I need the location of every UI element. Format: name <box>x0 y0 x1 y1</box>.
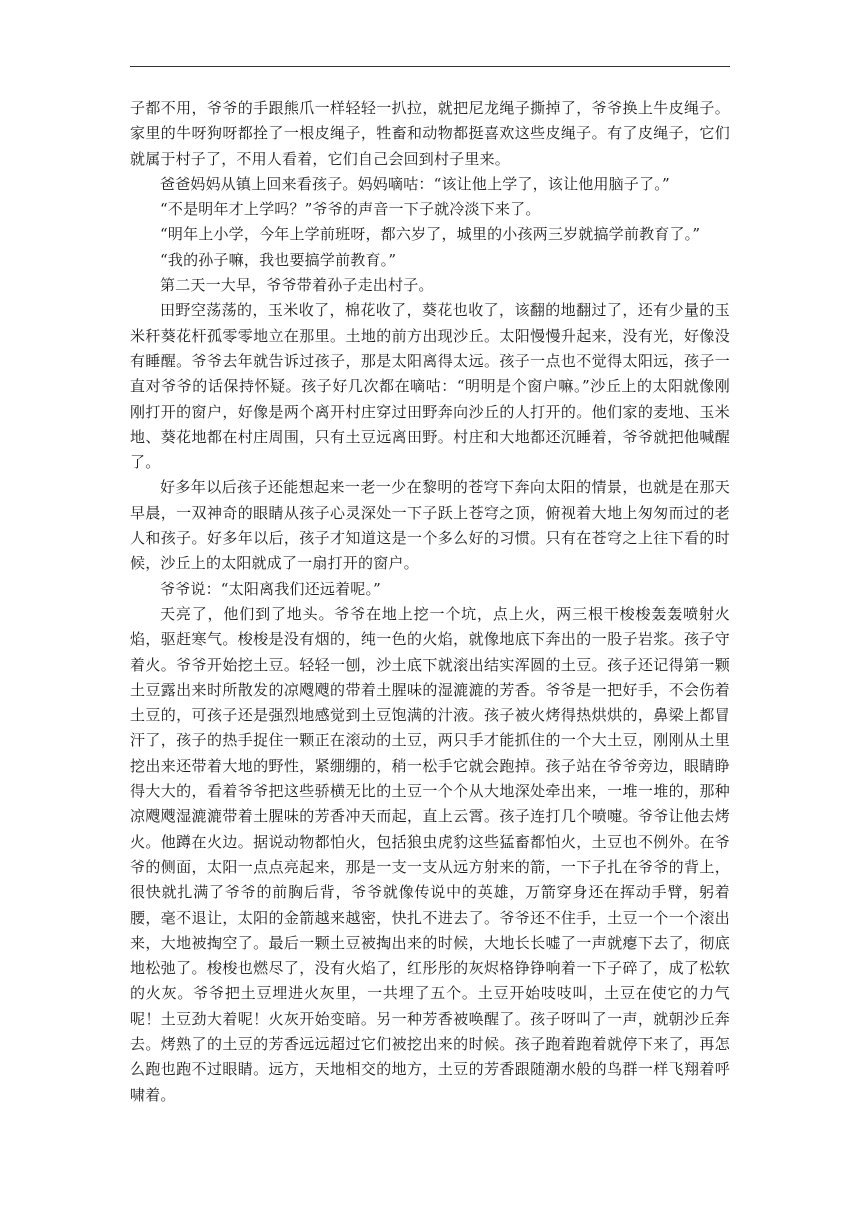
paragraph-6: 第二天一大早，爷爷带着孙子走出村子。 <box>160 276 434 295</box>
paragraph-4: “明年上小学，今年上学前班呀，都六岁了，城里的小孩两三岁就搞学前教育了。” <box>160 225 701 244</box>
paragraph-2: 爸爸妈妈从镇上回来看孩子。妈妈嘀咕：“该让他上学了，该让他用脑子了。” <box>160 174 670 193</box>
paragraph-10: 天亮了，他们到了地头。爷爷在地上挖一个坑，点上火，两三根干梭梭轰轰喷射火焰，驱赶寒气。梭梭是没有烟的，纯一色的火焰，就像地底下奔出的一股子岩浆。孩子守着火。爷爷开始挖土豆。轻轻一刨，沙土底下就滚出结实浑圆的土豆。孩子还记得第一颗土豆露出来时所散发的凉飕飕的带着土腥味的湿漉漉的芳香。爷爷是一把好手，不会伤着土豆的，可孩子还是强烈地感觉到土豆饱满的汁液。孩子被火烤得热烘烘的，鼻梁上都冒汗了，孩子的热手捉住一颗正在滚动的土豆，两只手才能抓住的一个大土豆，刚刚从土里挖出来还带着大地的野性，紧绷绷的，稍一松手它就会跑掉。孩子站在爷爷旁边，眼睛睁得大大的，看着爷爷把这些骄横无比的土豆一个个从大地深处牵出来，一堆一堆的，那种凉飕飕湿漉漉带着土腥味的芳香冲天而起，直上云霄。孩子连打几个喷嚏。爷爷让他去烤火。他蹲在火边。据说动物都怕火，包括狼虫虎豹这些猛畜都怕火，土豆也不例外。在爷爷的侧面，太阳一点点亮起来，那是一支一支从远方射来的箭，一下子扎在爷爷的背上，很快就扎满了爷爷的前胸后背，爷爷就像传说中的英雄，万箭穿身还在挥动手臂，躬着腰，毫不退让，太阳的金箭越来越密，快扎不进去了。爷爷还不住手，土豆一个一个滚出来，大地被掏空了。最后一颗土豆被掏出来的时候，大地长长嘘了一声就瘪下去了，彻底地松弛了。梭梭也燃尽了，没有火焰了，红彤彤的灰烬格铮铮响着一下子碎了，成了松软的火灰。爷爷把土豆埋进火灰里，一共埋了五个。土豆开始吱吱叫，土豆在使它的力气呢！土豆劲大着呢！火灰开始变暗。另一种芳香被唤醒了。孩子呀叫了一声，就朝沙丘奔去。烤熟了的土豆的芳香远远超过它们被挖出来的时候。孩子跑着跑着就停下来了，再怎么跑也跑不过眼睛。远方，天地相交的地方，土豆的芳香跟随潮水般的鸟群一样飞翔着呼啸着。 <box>130 604 730 1104</box>
paragraph-3: “不是明年才上学吗？”爷爷的声音一下子就冷淡下来了。 <box>160 200 541 219</box>
article-body <box>130 96 730 1108</box>
paragraph-5: “我的孙子嘛，我也要搞学前教育。” <box>160 250 397 269</box>
paragraph-7: 田野空荡荡的，玉米收了，棉花收了，葵花也收了，该翻的地翻过了，还有少量的玉米秆葵花杆孤零零地立在那里。土地的前方出现沙丘。太阳慢慢升起来，没有光，好像没有睡醒。爷爷去年就告诉过孩子，那是太阳离得太远。孩子一点也不觉得太阳远，孩子一直对爷爷的话保持怀疑。孩子好几次都在嘀咕：“明明是个窗户嘛。”沙丘上的太阳就像刚刚打开的窗户，好像是两个离开村庄穿过田野奔向沙丘的人打开的。他们家的麦地、玉米地、葵花地都在村庄周围，只有土豆远离田野。村庄和大地都还沉睡着，爷爷就把他喊醒了。 <box>130 301 730 472</box>
header-rule <box>130 66 730 67</box>
paragraph-9: 爷爷说：“太阳离我们还远着呢。” <box>160 579 382 598</box>
paragraph-8: 好多年以后孩子还能想起来一老一少在黎明的苍穹下奔向太阳的情景，也就是在那天早晨，一双神奇的眼睛从孩子心灵深处一下子跃上苍穹之顶，俯视着大地上匆匆而过的老人和孩子。好多年以后，孩子才知道这是一个多么好的习惯。只有在苍穹之上往下看的时候，沙丘上的太阳就成了一扇打开的窗户。 <box>130 478 730 573</box>
paragraph-1: 子都不用，爷爷的手跟熊爪一样轻轻一扒拉，就把尼龙绳子撕掉了，爷爷换上牛皮绳子。家里的牛呀狗呀都拴了一根皮绳子，牲畜和动物都挺喜欢这些皮绳子。有了皮绳子，它们就属于村子了，不用人看着，它们自己会回到村子里来。 <box>130 99 730 168</box>
